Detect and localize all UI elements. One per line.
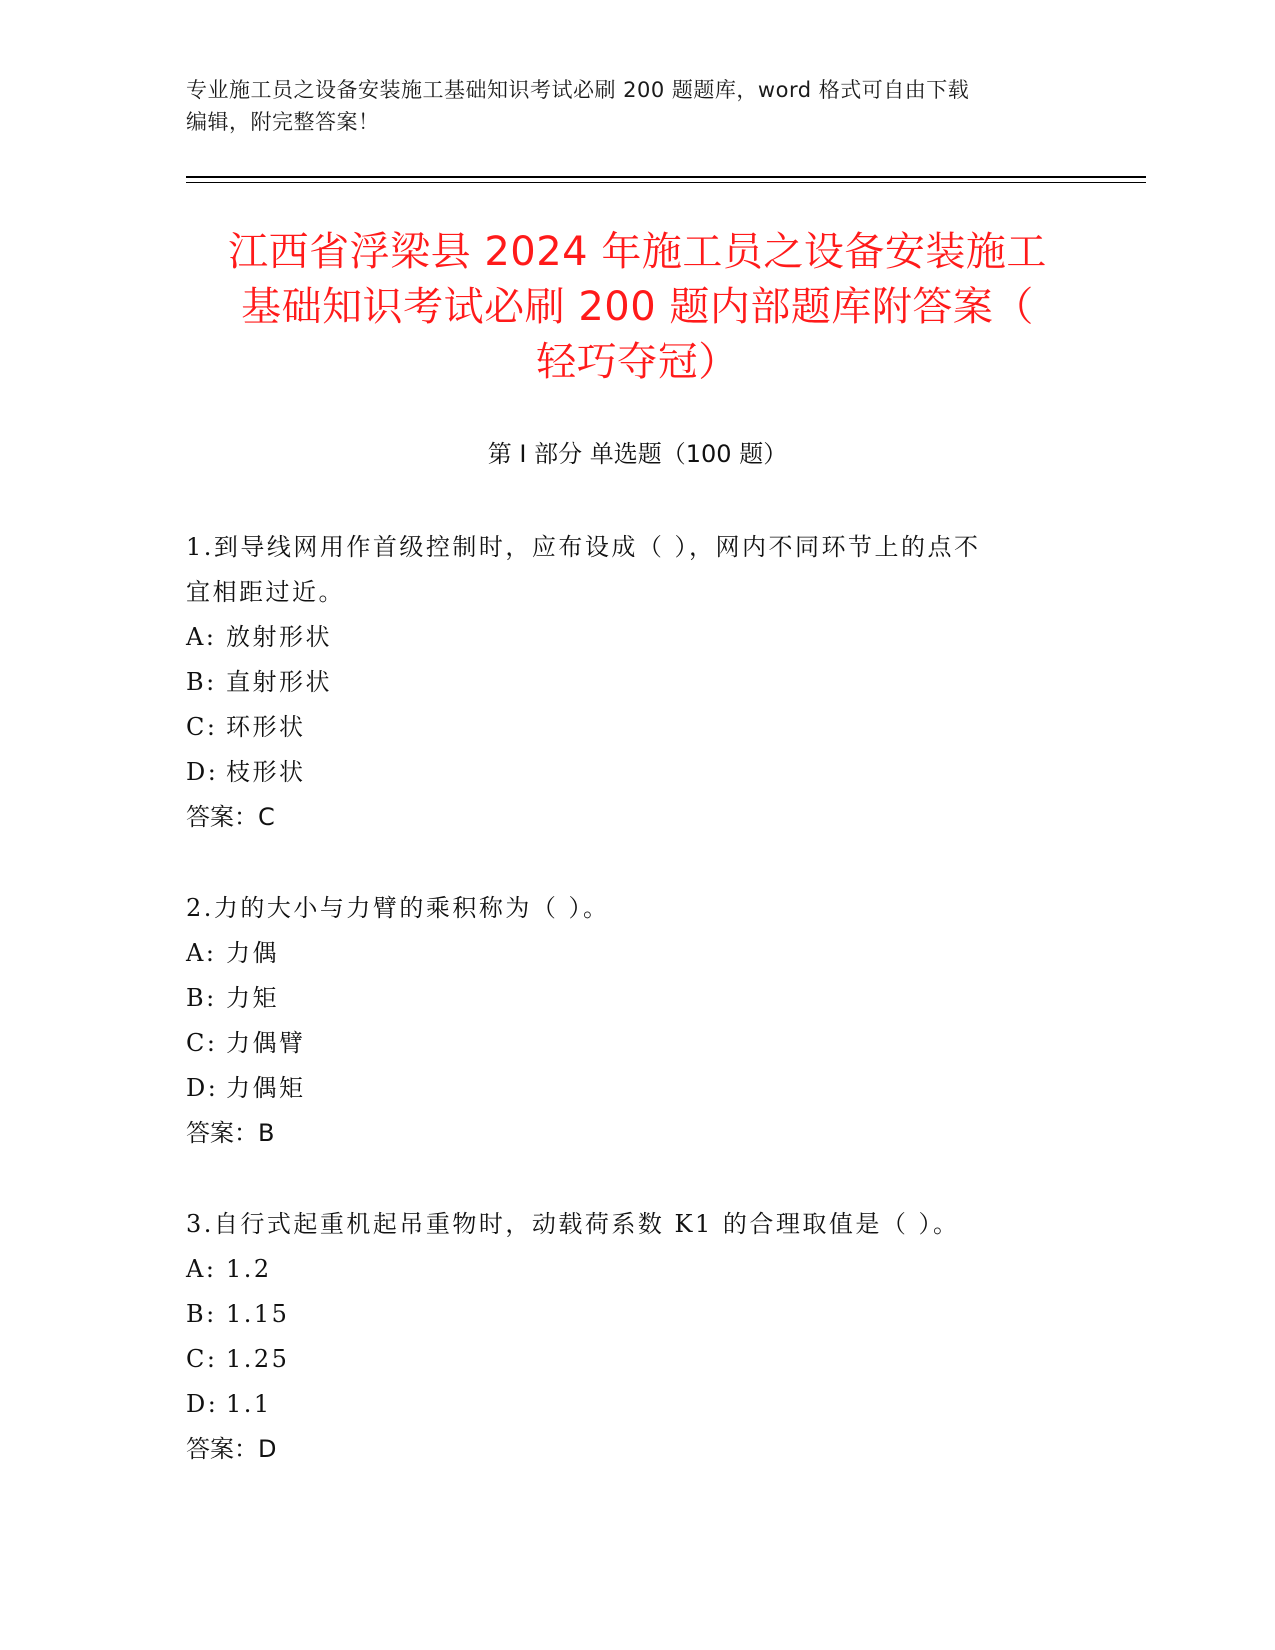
option-key: C: <box>186 713 218 741</box>
answer-line: 答案：C <box>186 803 275 831</box>
option-key: A: <box>186 1255 217 1283</box>
option-b <box>186 660 1066 705</box>
question-stem-line-2: 宜相距过近。 <box>186 578 345 606</box>
question-stem-line-1: 1.到导线网用作首级控制时，应布设成（ ），网内不同环节上的点不 <box>186 533 981 561</box>
option-key: B: <box>186 668 217 696</box>
question-2 <box>186 886 1066 1156</box>
option-d <box>186 750 1066 795</box>
header-divider-thick <box>186 176 1146 178</box>
question-stem <box>186 525 1066 615</box>
title-line-3: 轻巧夺冠） <box>536 339 739 385</box>
option-key: D: <box>186 1074 219 1102</box>
title-line-1: 江西省浮梁县 2024 年施工员之设备安装施工 <box>228 229 1047 275</box>
option-c <box>186 1021 1066 1066</box>
question-stem <box>186 1202 1066 1247</box>
option-a <box>186 615 1066 660</box>
document-header-note <box>186 74 1066 138</box>
question-1 <box>186 525 1066 840</box>
option-text: 枝形状 <box>226 758 306 786</box>
question-3 <box>186 1202 1066 1472</box>
option-text: 力偶矩 <box>226 1074 306 1102</box>
option-text: 1.15 <box>226 1300 290 1328</box>
option-key: C: <box>186 1029 218 1057</box>
option-key: B: <box>186 1300 217 1328</box>
option-a <box>186 931 1066 976</box>
header-divider-thin <box>186 182 1146 183</box>
option-text: 1.25 <box>226 1345 290 1373</box>
option-c <box>186 1337 1066 1382</box>
option-key: C: <box>186 1345 218 1373</box>
option-key: B: <box>186 984 217 1012</box>
option-key: D: <box>186 1390 219 1418</box>
question-list <box>186 525 1066 1518</box>
question-stem-line-1: 2.力的大小与力臂的乘积称为（ ）。 <box>186 894 610 922</box>
title-line-2: 基础知识考试必刷 200 题内部题库附答案（ <box>241 284 1034 330</box>
option-text: 1.1 <box>226 1390 272 1418</box>
option-d <box>186 1066 1066 1111</box>
option-text: 直射形状 <box>226 668 332 696</box>
document-title <box>150 225 1125 390</box>
question-stem <box>186 886 1066 931</box>
option-b <box>186 1292 1066 1337</box>
header-note-line-2: 编辑，附完整答案！ <box>186 110 380 134</box>
option-d <box>186 1382 1066 1427</box>
option-key: A: <box>186 939 217 967</box>
option-text: 环形状 <box>226 713 306 741</box>
option-text: 1.2 <box>226 1255 272 1283</box>
header-note-line-1: 专业施工员之设备安装施工基础知识考试必刷 200 题题库，word 格式可自由下载 <box>186 78 970 102</box>
section-heading: 第 I 部分 单选题（100 题） <box>487 440 788 468</box>
option-text: 放射形状 <box>226 623 332 651</box>
option-b <box>186 976 1066 1021</box>
option-key: A: <box>186 623 217 651</box>
answer-line: 答案：B <box>186 1119 275 1147</box>
option-text: 力偶臂 <box>226 1029 306 1057</box>
option-text: 力偶 <box>226 939 279 967</box>
option-a <box>186 1247 1066 1292</box>
option-c <box>186 705 1066 750</box>
answer-line: 答案：D <box>186 1435 277 1463</box>
question-stem-line-1: 3.自行式起重机起吊重物时，动载荷系数 K1 的合理取值是（ ）。 <box>186 1210 960 1238</box>
option-text: 力矩 <box>226 984 279 1012</box>
option-key: D: <box>186 758 219 786</box>
